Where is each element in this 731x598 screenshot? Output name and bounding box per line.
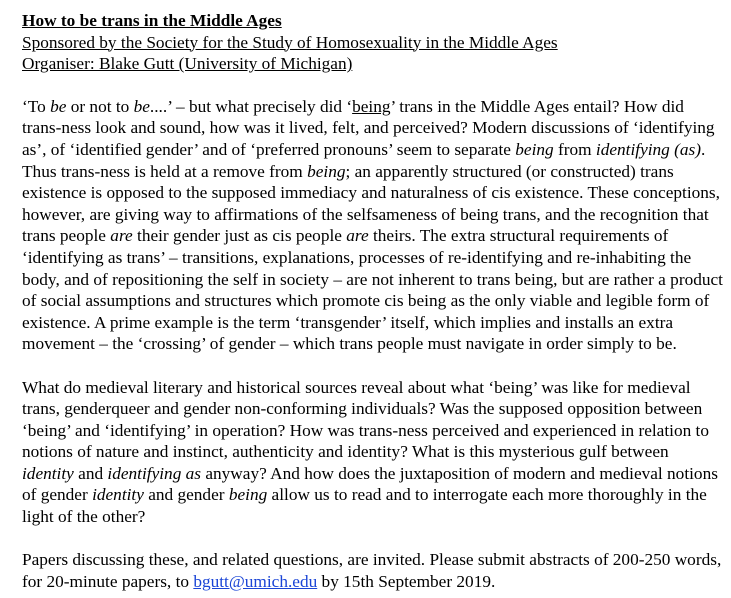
text-run: ; an apparently structured (or constructed) trans existence is opposed to the supposed immediacy and naturalness of cis existence. These conceptions, however, are giving way to affirmations of the selfsameness of being trans, and the recognition that trans people xyxy=(22,161,720,246)
italic-text: be xyxy=(50,96,67,116)
sponsor-line: Sponsored by the Society for the Study of Homosexuality in the Middle Ages xyxy=(22,32,558,52)
text-run: ’ trans in the Middle Ages entail? How did trans-ness look and sound, how was it lived, felt, and perceived? Modern discussions of ‘identifying as’, of ‘identified gender’ and of ‘preferred pronouns’ seem to separate xyxy=(22,96,715,159)
text-run: Papers discussing these, and related questions, are invited. Please submit abstracts of 200-250 words, for 20-minute papers, to xyxy=(22,550,722,591)
italic-text: being xyxy=(515,139,554,159)
text-run: their gender just as cis people xyxy=(132,226,347,246)
paragraph-2 xyxy=(22,377,723,528)
organiser-line: Organiser: Blake Gutt (University of Michigan) xyxy=(22,54,353,74)
paragraph-3 xyxy=(22,549,723,592)
italic-text: identifying (as) xyxy=(595,139,702,159)
text-run: and gender xyxy=(143,485,229,505)
italic-text: being xyxy=(307,161,346,181)
italic-text: are xyxy=(110,226,133,246)
text-run: ....’ – but what precisely did ‘ xyxy=(149,96,353,116)
text-run: by 15th September 2019. xyxy=(317,571,496,591)
text-run: ‘To xyxy=(22,96,51,116)
header-block xyxy=(22,10,723,75)
text-run: or not to xyxy=(66,96,134,116)
underlined-text: being xyxy=(352,96,391,116)
italic-text: being xyxy=(228,485,268,505)
text-run: from xyxy=(553,139,596,159)
italic-text: be xyxy=(133,96,150,116)
italic-text: are xyxy=(346,226,369,246)
email-link[interactable]: bgutt@umich.edu xyxy=(193,571,318,591)
text-run: allow us to read and to interrogate each more thoroughly in the light of the other? xyxy=(22,485,707,527)
italic-text: identifying as xyxy=(107,463,202,483)
text-run: theirs. The extra structural requirements of ‘identifying as trans’ – transitions, explanations, processes of re-identifying and re-inhabiting the body, and of repositioning the self in society – are not inherent to trans being, but are rather a product of social assumptions and structures which promote cis being as the only viable and legible form of existence. A prime example is the term ‘transgender’ itself, which implies and installs an extra movement – the ‘crossing’ of gender – which trans people must navigate in order simply to be. xyxy=(22,226,723,354)
text-run: . Thus trans-ness is held at a remove from xyxy=(22,139,706,181)
text-run: and xyxy=(73,463,108,483)
doc-title: How to be trans in the Middle Ages xyxy=(22,11,282,30)
text-run: anyway? And how does the juxtaposition of modern and medieval notions of gender xyxy=(22,463,718,505)
italic-text: identity xyxy=(22,463,74,483)
italic-text: identity xyxy=(92,485,144,505)
text-run: What do medieval literary and historical sources reveal about what ‘being’ was like for medieval trans, genderqueer and gender non-conforming individuals? Was the supposed opposition between ‘being’ and ‘identifying’ in operation? How was trans-ness perceived and experienced in relation to notions of nature and instinct, authenticity and identity? What is this mysterious gulf between xyxy=(22,377,709,462)
paragraph-1 xyxy=(22,96,723,355)
